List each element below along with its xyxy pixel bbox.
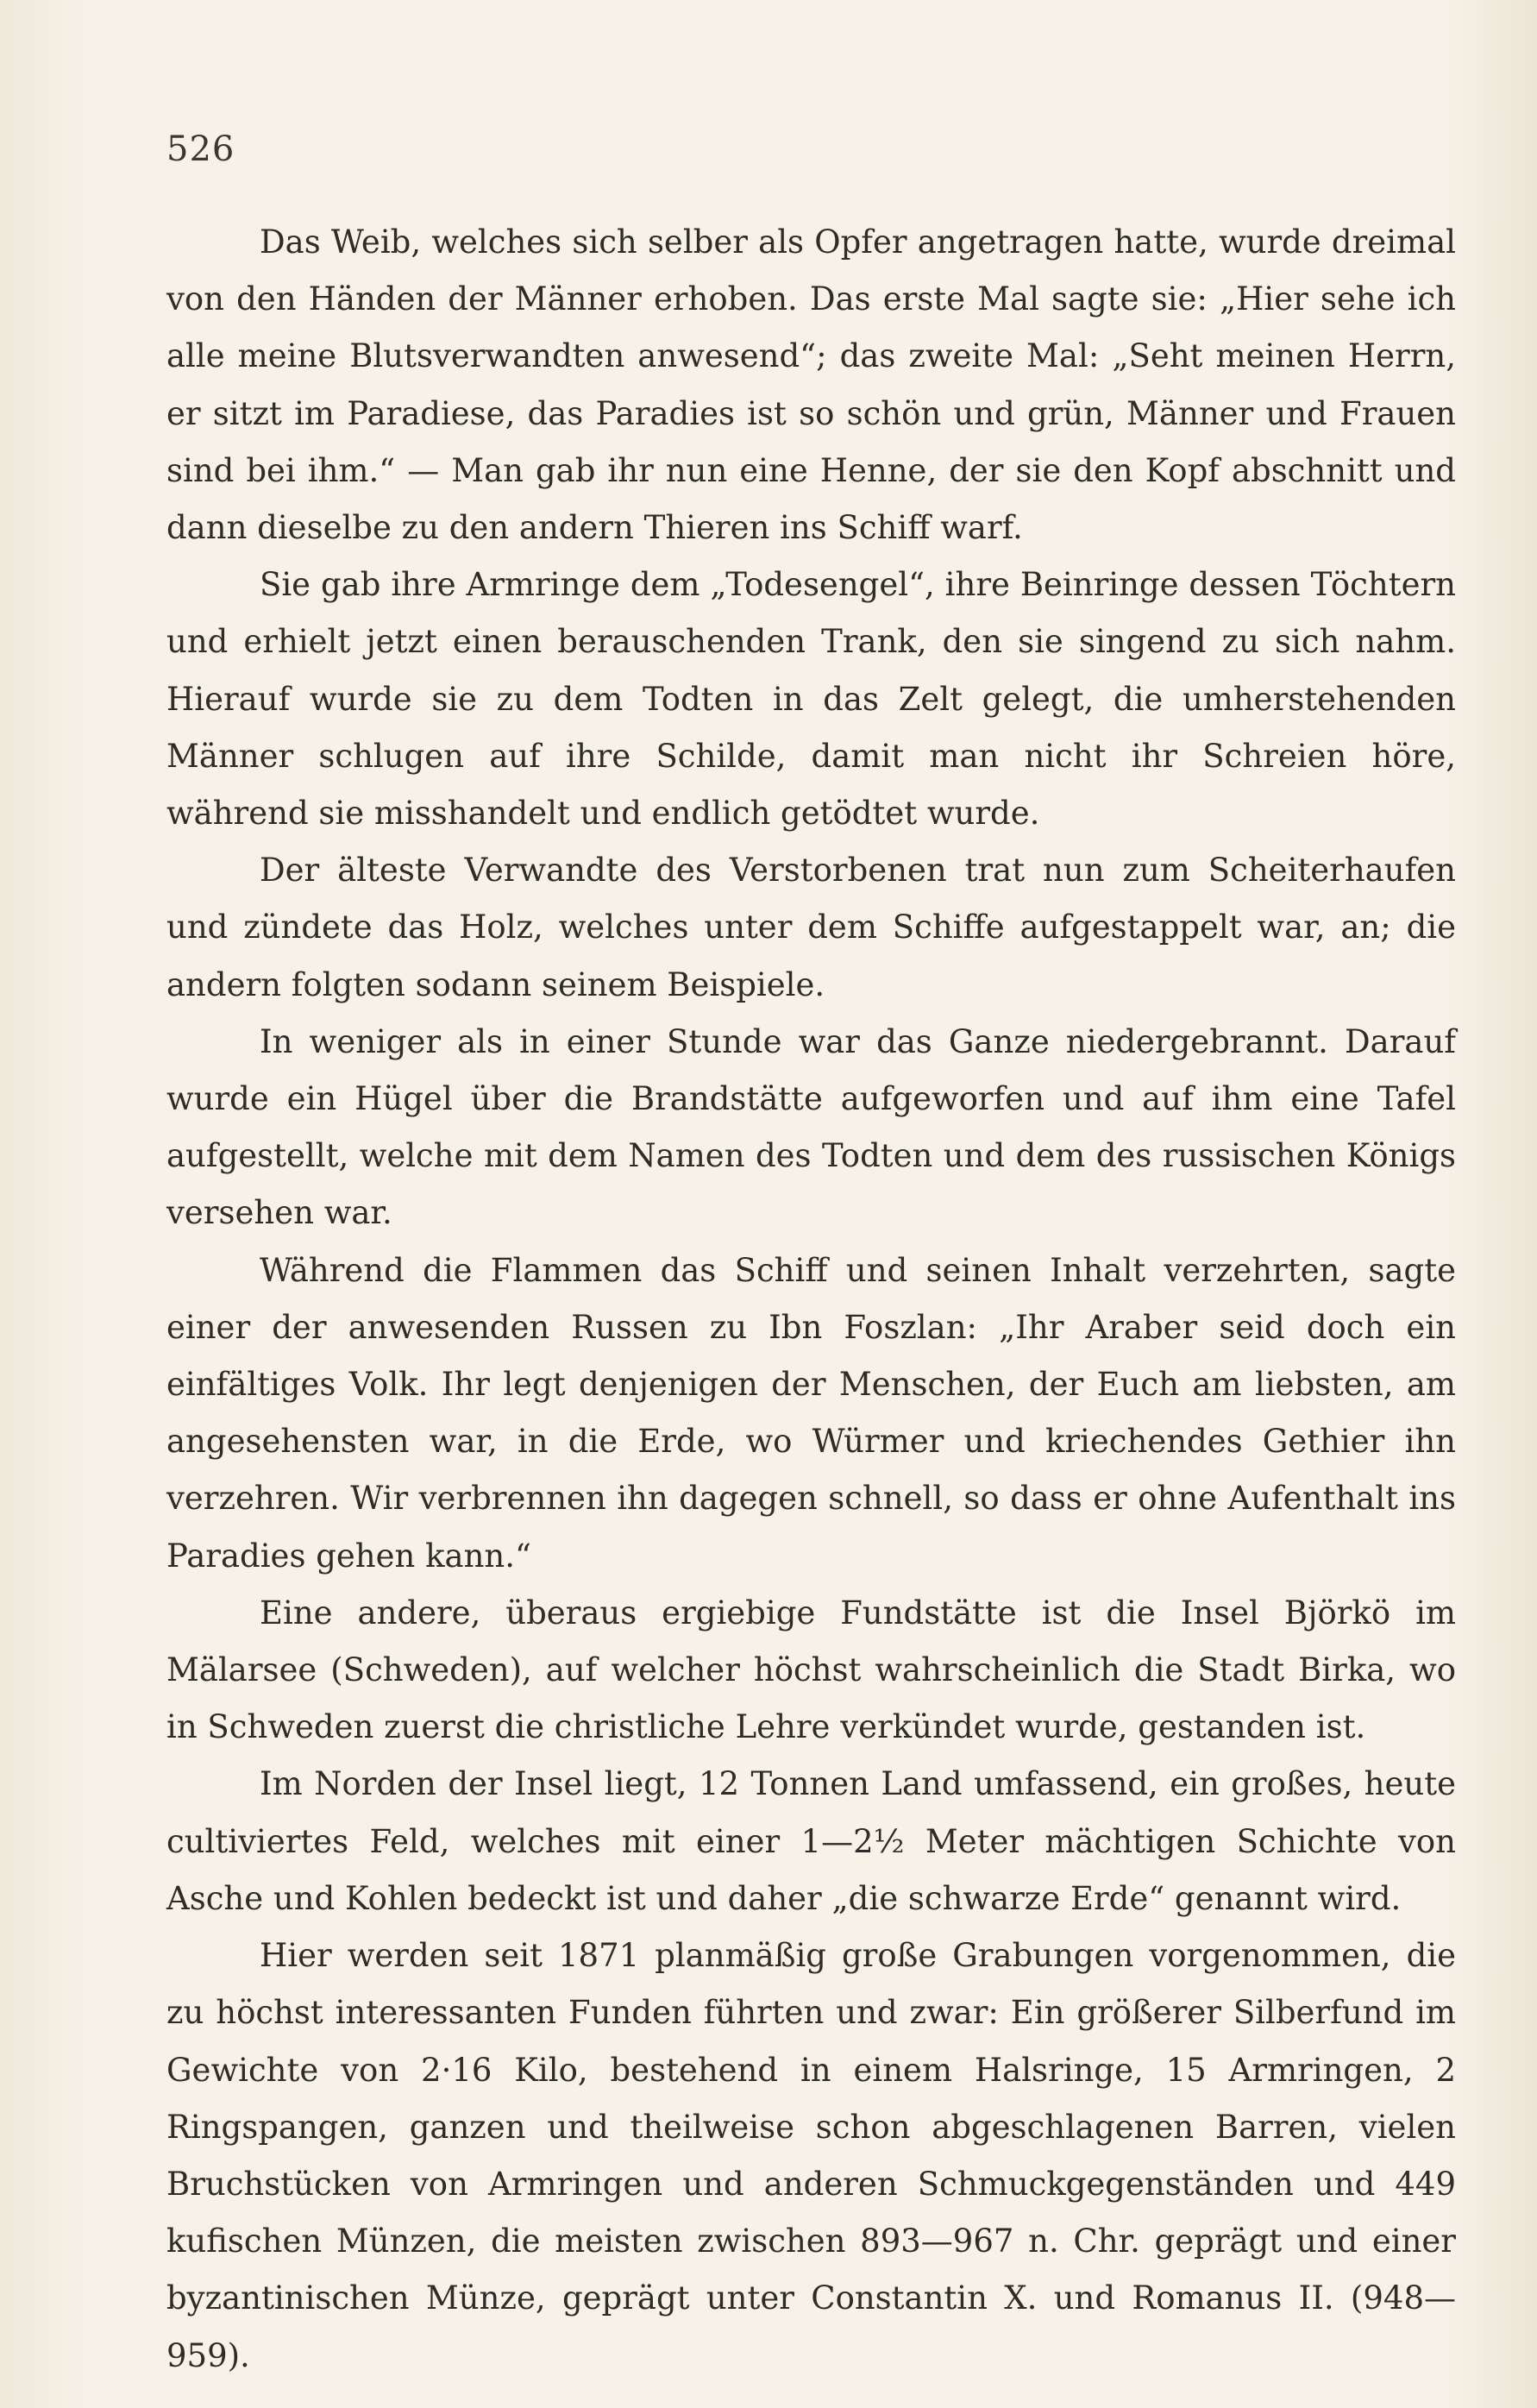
paragraph-black-earth: Im Norden der Insel liegt, 12 Tonnen Land umfassend, ein großes, heute cultiviertes Feld, welches mit einer 1—2½ Meter mächtigen Schichte von Asche und Kohlen bedeckt ist und daher „die schwarze Erde“ genannt wird.: [166, 1765, 1456, 1917]
paragraph-death-of-woman: Sie gab ihre Armringe dem „Todesengel“, ihre Beinringe dessen Töchtern und erhielt jetzt einen berauschenden Trank, den sie singend zu sich nahm. Hierauf wurde sie zu dem Todten in das Zelt gelegt, die umherstehenden Männer schlugen auf ihre Schilde, damit man nicht ihr Schreien höre, während sie misshandelt und endlich getödtet wurde.: [166, 566, 1456, 833]
paragraph-ibn-foszlan-quote: Während die Flammen das Schiff und seinen Inhalt verzehrten, sagte einer der anwesenden Russen zu Ibn Foszlan: „Ihr Araber seid doch ein einfältiges Volk. Ihr legt denjenigen der Menschen, der Euch am liebsten, am angesehensten war, in die Erde, wo Würmer und kriechendes Gethier ihn verzehren. Wir verbrennen ihn dagegen schnell, so dass er ohne Aufenthalt ins Paradies gehen kann.“: [166, 1251, 1456, 1575]
paragraph-funeral-ritual: Das Weib, welches sich selber als Opfer angetragen hatte, wurde dreimal von den Händen der Männer erhoben. Das erste Mal sagte sie: „Hier sehe ich alle meine Blutsverwandten anwesend“; das zweite Mal: „Seht meinen Herrn, er sitzt im Paradiese, das Paradies ist so schön und grün, Männer und Frauen sind bei ihm.“ — Man gab ihr nun eine Henne, der sie den Kopf abschnitt und dann dieselbe zu den andern Thieren ins Schiff warf.: [166, 223, 1456, 547]
paragraph-excavation-finds: Hier werden seit 1871 planmäßig große Grabungen vorgenommen, die zu höchst interessanten Funden führten und zwar: Ein größerer Silberfund im Gewichte von 2·16 Kilo, bestehend in einem Halsringe, 15 Armringen, 2 Ringspangen, ganzen und theilweise schon abgeschlagenen Barren, vielen Bruchstücken von Armringen und anderen Schmuckgegenständen und 449 kufischen Münzen, die meisten zwischen 893—967 n. Chr. geprägt und einer byzantinischen Münze, geprägt unter Constantin X. und Romanus II. (948—959).: [166, 1937, 1456, 2374]
page-number: 526: [166, 129, 235, 169]
paragraph-bjorko-site: Eine andere, überaus ergiebige Fundstätte ist die Insel Björkö im Mälarsee (Schweden), auf welcher höchst wahrscheinlich die Stadt Birka, wo in Schweden zuerst die christliche Lehre verkündet wurde, gestanden ist.: [166, 1594, 1456, 1746]
body-text: [166, 214, 1456, 2385]
paragraph-burial-mound: In weniger als in einer Stunde war das Ganze niedergebrannt. Darauf wurde ein Hügel über die Brandstätte aufgeworfen und auf ihm eine Tafel aufgestellt, welche mit dem Namen des Todten und dem des russischen Königs versehen war.: [166, 1022, 1456, 1232]
paragraph-pyre-lighting: Der älteste Verwandte des Verstorbenen trat nun zum Scheiterhaufen und zündete das Holz, welches unter dem Schiffe aufgestappelt war, an; die andern folgten sodann seinem Beispiele.: [166, 852, 1456, 1003]
